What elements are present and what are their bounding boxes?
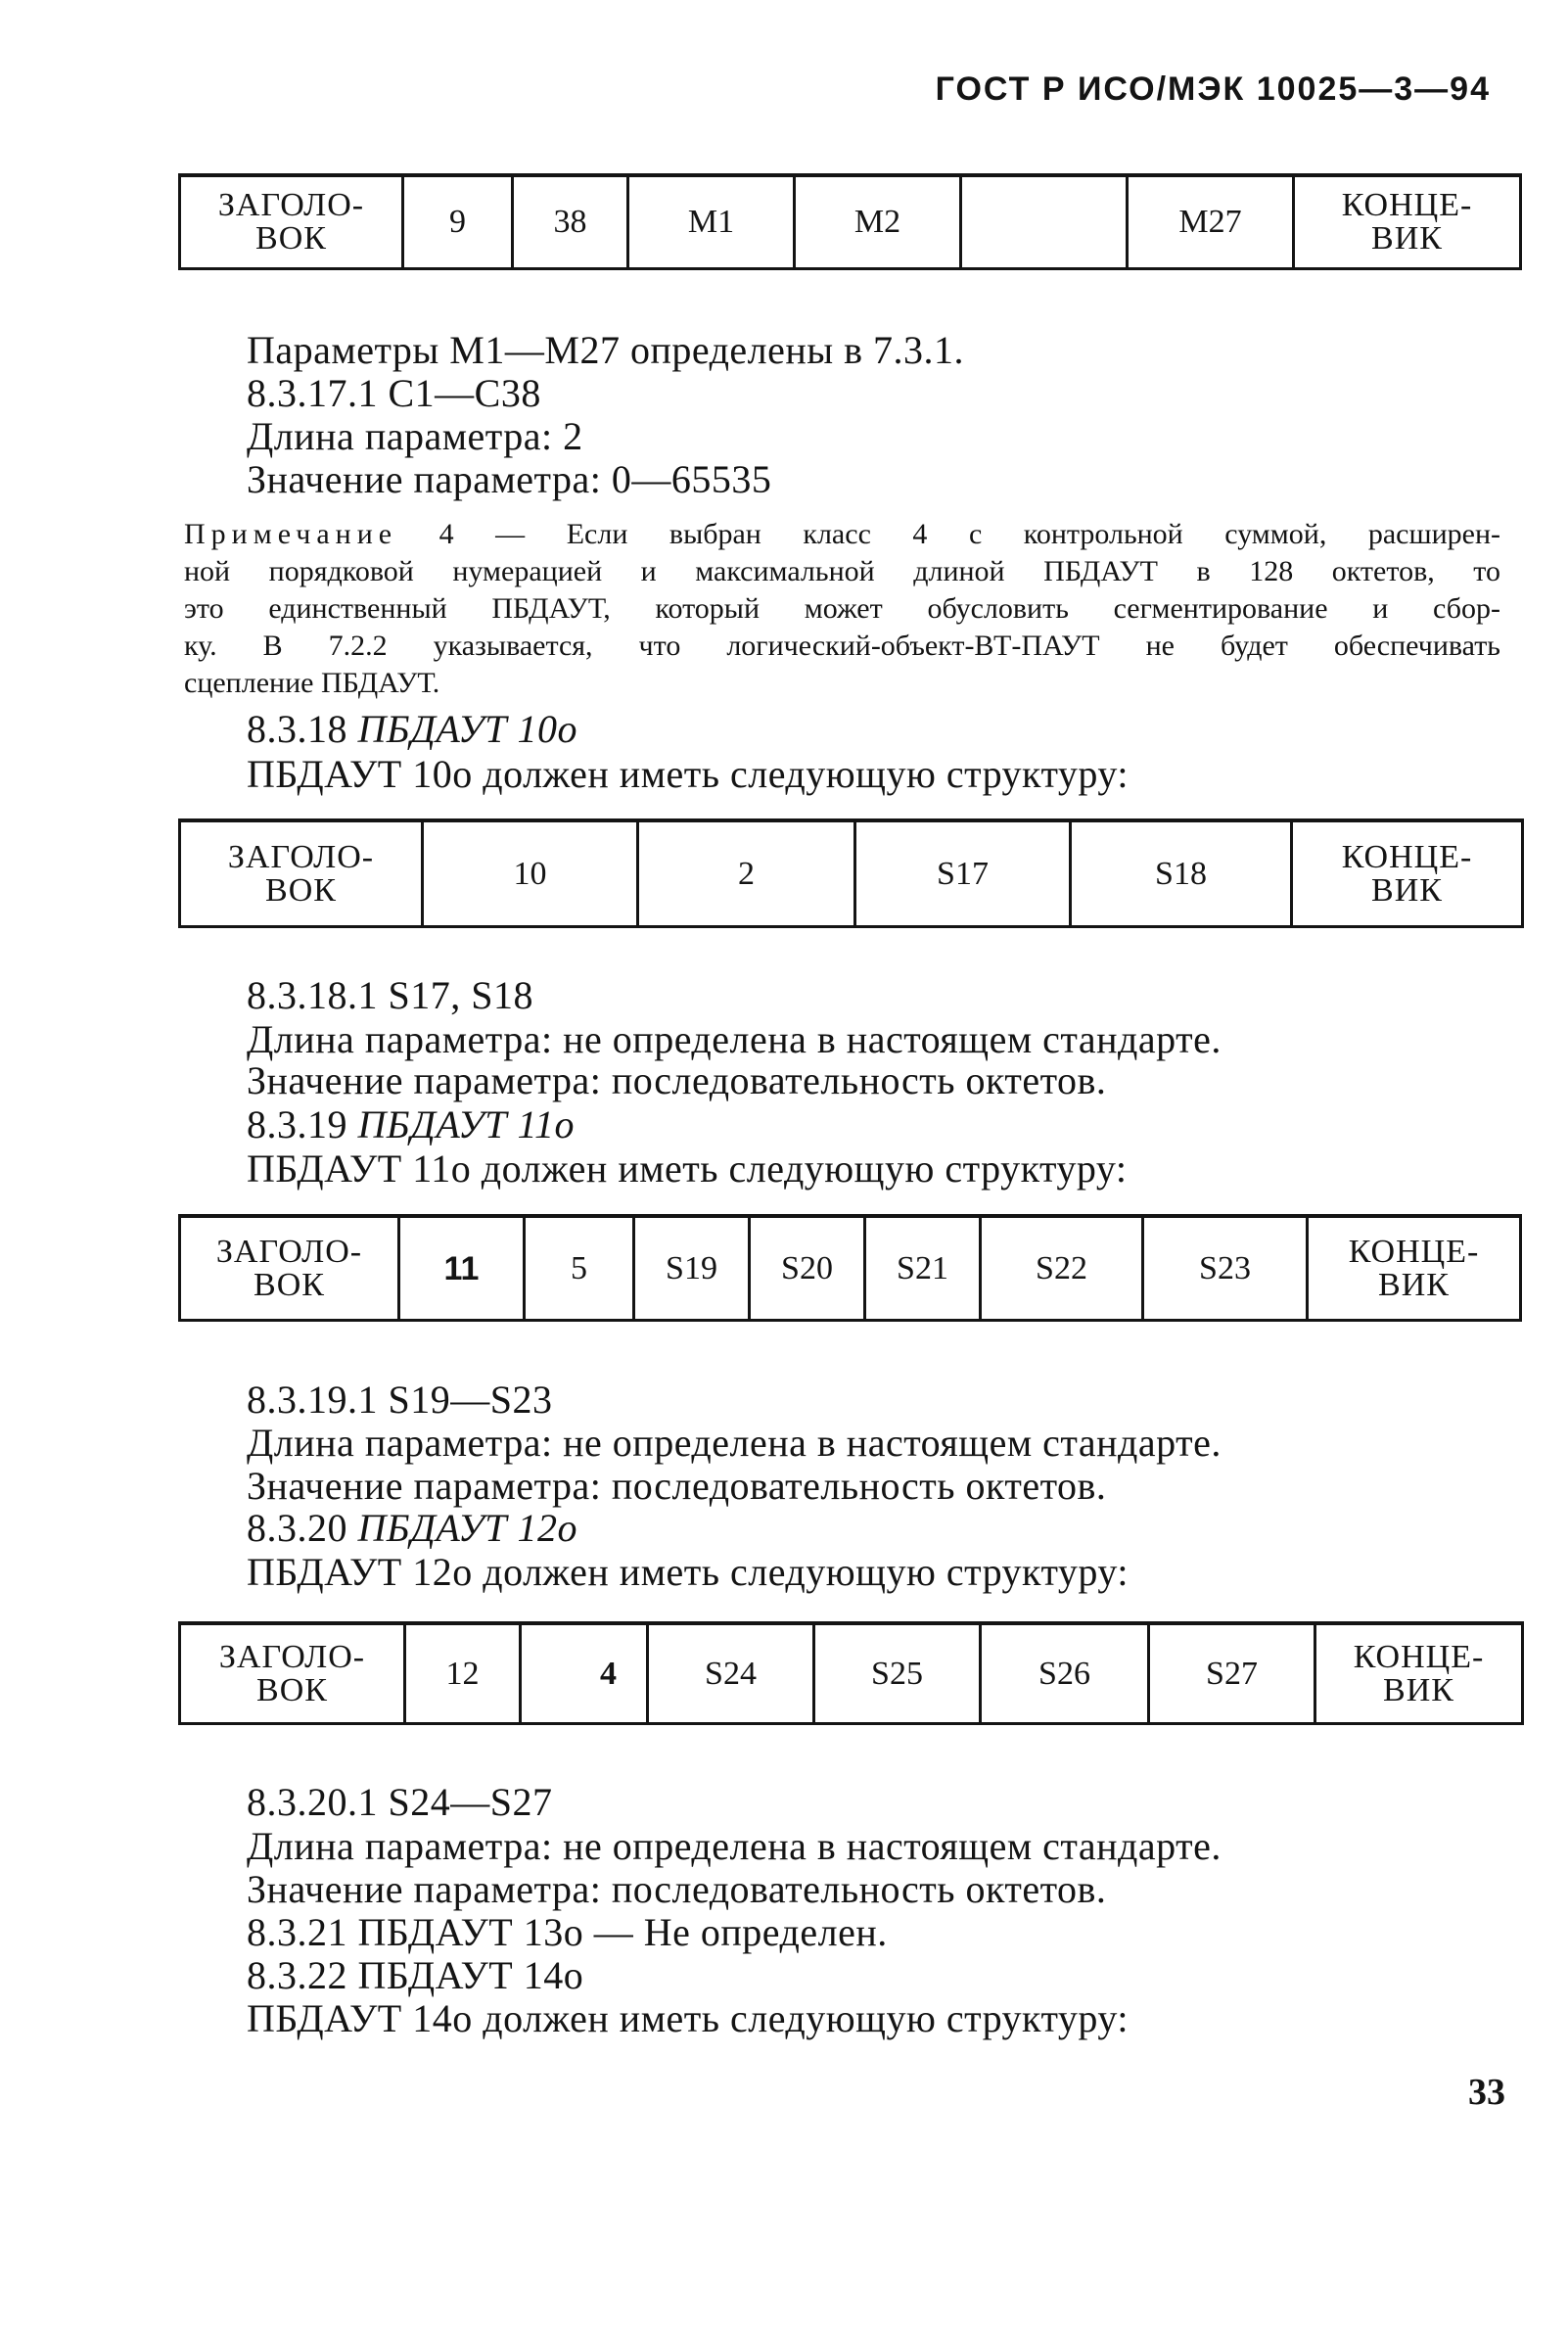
table-cell: 2 (638, 820, 855, 927)
table-cell: S22 (981, 1216, 1143, 1321)
table-cell: S24 (648, 1623, 814, 1724)
table-cell: S19 (634, 1216, 750, 1321)
text-line: 8.3.20.1 S24—S27 (247, 1780, 553, 1824)
section-heading (247, 1103, 575, 1146)
text-line: ПБДАУТ 12о должен иметь следующую структуру: (247, 1550, 1129, 1594)
table-cell: S25 (814, 1623, 981, 1724)
table-cell: M27 (1128, 175, 1294, 269)
text-line: 8.3.18.1 S17, S18 (247, 973, 533, 1017)
text-line: ПБДАУТ 11о должен иметь следующую структуру: (247, 1146, 1128, 1191)
table-cell: 10 (423, 820, 638, 927)
table-cell: S23 (1143, 1216, 1308, 1321)
table-cell-trailer: КОНЦЕ- ВИК (1315, 1623, 1523, 1724)
text-line: Значение параметра: последовательность октетов. (247, 1058, 1107, 1102)
text-line: Длина параметра: не определена в настоящем стандарте. (247, 1421, 1222, 1465)
table-cell: 38 (513, 175, 628, 269)
table-cell: 12 (405, 1623, 521, 1724)
section-number: 8.3.18 (247, 707, 358, 751)
text-line: 8.3.22 ПБДАУТ 14о (247, 1953, 584, 1997)
note-line: ной порядковой нумерацией и максимальной длиной ПБДАУТ в 128 октетов, то (184, 555, 1500, 587)
text-line: Параметры M1—M27 определены в 7.3.1. (247, 328, 965, 372)
table-cell-trailer: КОНЦЕ- ВИК (1292, 820, 1523, 927)
text-line: ПБДАУТ 14о должен иметь следующую структуру: (247, 1996, 1129, 2040)
note-paragraph (184, 516, 1500, 702)
table-cell-header: ЗАГОЛО- ВОК (180, 1623, 405, 1724)
table-cell: 5 (525, 1216, 634, 1321)
text-line: 8.3.21 ПБДАУТ 13о — Не определен. (247, 1910, 888, 1954)
note-line: это единственный ПБДАУТ, который может обусловить сегментирование и сбор- (184, 592, 1500, 625)
section-title: ПБДАУТ 12о (357, 1506, 577, 1550)
table-cell: S18 (1071, 820, 1292, 927)
text-line: 8.3.19.1 S19—S23 (247, 1378, 553, 1422)
text-line: ПБДАУТ 10о должен иметь следующую структуру: (247, 752, 1129, 796)
text-line: Длина параметра: не определена в настоящем стандарте. (247, 1824, 1222, 1868)
table-cell: S26 (981, 1623, 1149, 1724)
note-line: 4 — Если выбран класс 4 с контрольной суммой, расширен- (397, 518, 1500, 550)
note-line: сцепление ПБДАУТ. (184, 667, 440, 699)
structure-table-2 (178, 818, 1524, 928)
text-line: Значение параметра: последовательность октетов. (247, 1464, 1107, 1508)
table-cell-header: ЗАГОЛО- ВОК (180, 175, 403, 269)
section-number: 8.3.19 (247, 1102, 358, 1146)
table-cell: M1 (628, 175, 795, 269)
structure-table-4 (178, 1621, 1524, 1725)
section-heading (247, 1507, 577, 1550)
section-number: 8.3.20 (247, 1506, 358, 1550)
section-heading (247, 708, 577, 751)
section-title: ПБДАУТ 11о (357, 1102, 576, 1146)
table-cell: 4 (521, 1623, 648, 1724)
text-line: Длина параметра: 2 (247, 414, 583, 458)
table-cell: S27 (1149, 1623, 1315, 1724)
note-line: ку. В 7.2.2 указывается, что логический-объект-ВТ-ПАУТ не будет обеспечивать (184, 630, 1500, 662)
text-line: Значение параметра: последовательность октетов. (247, 1867, 1107, 1911)
table-cell: S17 (855, 820, 1071, 927)
table-cell-trailer: КОНЦЕ- ВИК (1308, 1216, 1521, 1321)
table-cell: S20 (750, 1216, 865, 1321)
table-cell-header: ЗАГОЛО- ВОК (180, 820, 423, 927)
text-line: Длина параметра: не определена в настоящем стандарте. (247, 1017, 1222, 1061)
text-line: 8.3.17.1 C1—C38 (247, 371, 541, 415)
table-cell: M2 (795, 175, 961, 269)
document-header: ГОСТ Р ИСО/МЭК 10025—3—94 (935, 70, 1491, 108)
structure-table-1 (178, 173, 1522, 270)
section-title: ПБДАУТ 10о (357, 707, 577, 751)
table-cell-header: ЗАГОЛО- ВОК (180, 1216, 399, 1321)
page-number: 33 (1468, 2072, 1505, 2113)
table-cell: 11 (399, 1216, 525, 1321)
table-cell: S21 (865, 1216, 981, 1321)
text-line: Значение параметра: 0—65535 (247, 457, 772, 501)
table-cell (961, 175, 1128, 269)
structure-table-3 (178, 1214, 1522, 1322)
table-cell-trailer: КОНЦЕ- ВИК (1294, 175, 1521, 269)
note-label: Примечание (184, 518, 398, 550)
table-cell: 9 (403, 175, 513, 269)
